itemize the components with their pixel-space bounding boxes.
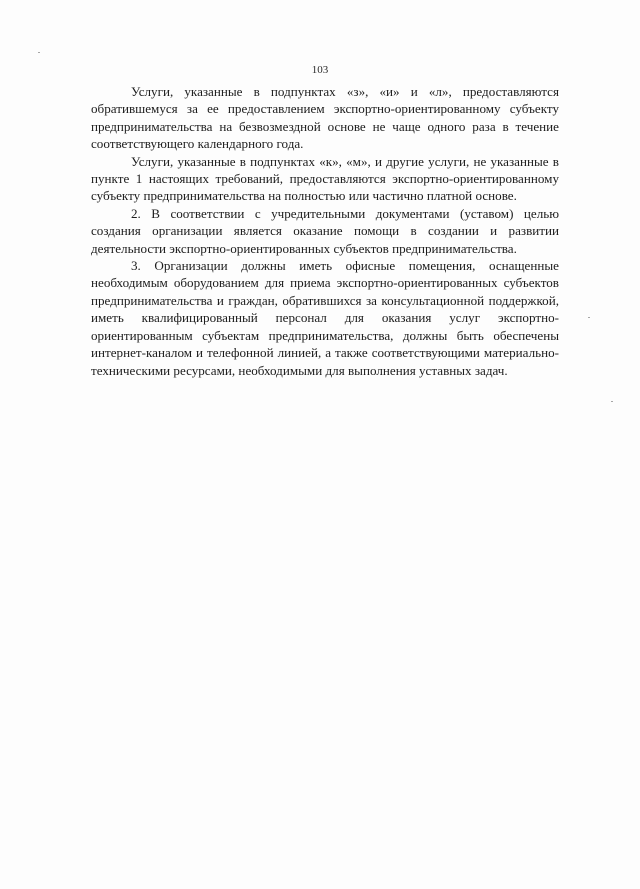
page-number: 103 bbox=[311, 64, 329, 76]
paragraph-item-2: 2. В соответствии с учредительными документами (уставом) целью создания организации является оказание помощи в создании и развитии деятельности экспортно-ориентированных субъектов предпринимательства. bbox=[91, 205, 559, 256]
scan-speck bbox=[38, 52, 40, 53]
document-body bbox=[91, 83, 559, 379]
scan-speck bbox=[588, 317, 590, 318]
paragraph-services-free: Услуги, указанные в подпунктах «з», «и» и «л», предоставляются обратившемуся за ее предоставлением экспортно-ориентированному субъекту предпринимательства на безвозмездной основе не чаще одного раза в течение соответствующего календарного года. bbox=[91, 84, 559, 152]
scan-speck bbox=[611, 401, 613, 402]
paragraph-services-paid: Услуги, указанные в подпунктах «к», «м», и другие услуги, не указанные в пункте 1 настоящих требований, предоставляются экспортно-ориентированному субъекту предпринимательства на полностью или частично платной основе. bbox=[91, 153, 559, 204]
paragraph-item-3: 3. Организации должны иметь офисные помещения, оснащенные необходимым оборудованием для приема экспортно-ориентированных субъектов предпринимательства и граждан, обратившихся за консультационной поддержкой, иметь квалифицированный персонал для оказания услуг экспортно-ориентированным субъектам предпринимательства, должны быть обеспечены интернет-каналом и телефонной линией, а также соответствующими материально-техническими ресурсами, необходимыми для выполнения уставных задач. bbox=[91, 258, 559, 378]
